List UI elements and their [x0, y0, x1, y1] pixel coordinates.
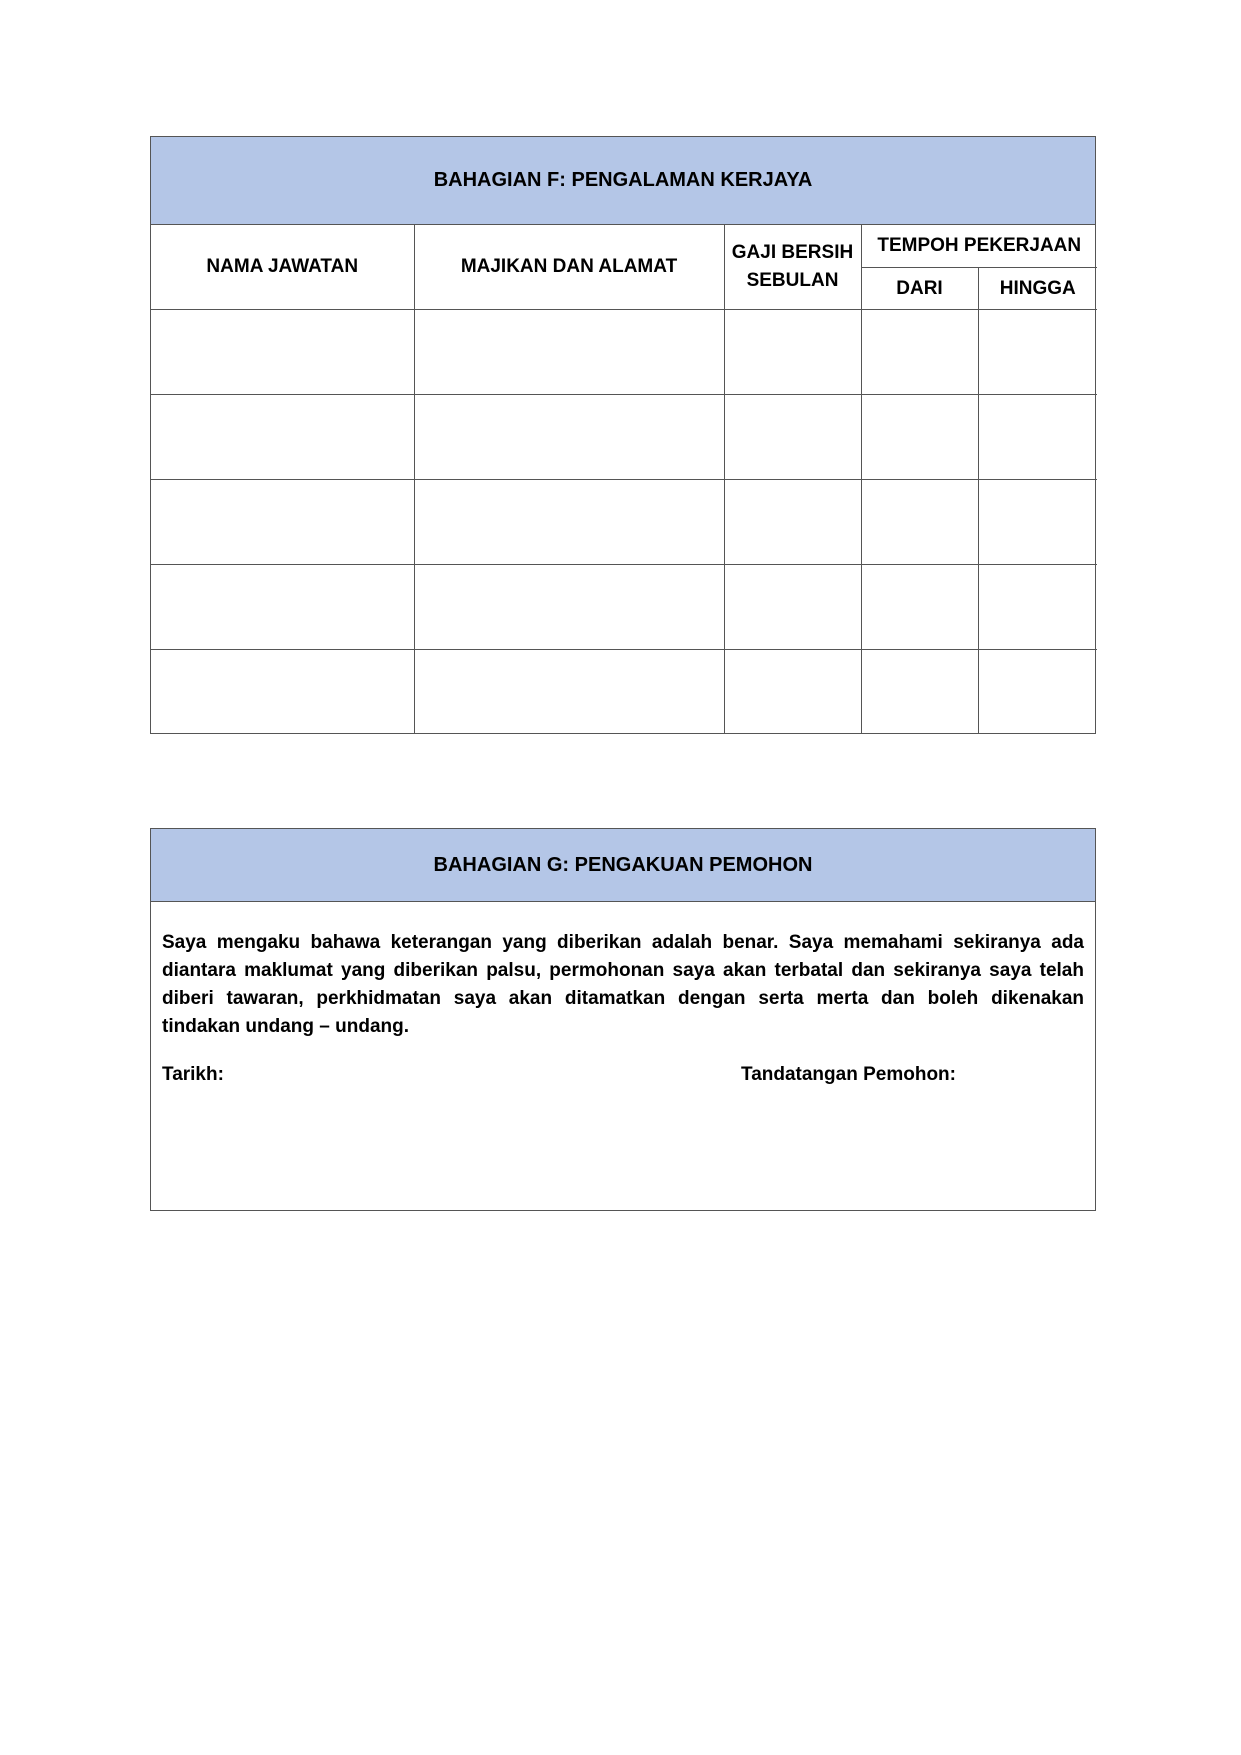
column-header-nama-jawatan: NAMA JAWATAN — [151, 225, 414, 310]
table-row — [151, 565, 1097, 650]
cell-nama-jawatan[interactable] — [151, 650, 414, 735]
cell-hingga[interactable] — [978, 310, 1097, 395]
cell-majikan[interactable] — [414, 480, 724, 565]
column-header-dari: DARI — [861, 268, 978, 310]
cell-gaji[interactable] — [724, 650, 861, 735]
cell-nama-jawatan[interactable] — [151, 565, 414, 650]
cell-gaji[interactable] — [724, 480, 861, 565]
cell-majikan[interactable] — [414, 650, 724, 735]
cell-hingga[interactable] — [978, 395, 1097, 480]
cell-nama-jawatan[interactable] — [151, 395, 414, 480]
column-header-tempoh: TEMPOH PEKERJAAN — [861, 225, 1097, 268]
declaration-text: Saya mengaku bahawa keterangan yang diberikan adalah benar. Saya memahami sekiranya ada diantara maklumat yang diberikan palsu, permohonan saya akan terbatal dan sekiranya saya telah diberi tawaran, perkhidmatan saya akan ditamatkan dengan serta merta dan boleh dikenakan tindakan undang – undang. — [162, 932, 1084, 1037]
section-f-career-experience — [150, 136, 1096, 734]
table-row — [151, 395, 1097, 480]
date-label: Tarikh: — [162, 1064, 224, 1085]
column-header-gaji: GAJI BERSIH SEBULAN — [724, 225, 861, 310]
section-f-title: BAHAGIAN F: PENGALAMAN KERJAYA — [151, 137, 1095, 225]
table-row — [151, 310, 1097, 395]
cell-dari[interactable] — [861, 480, 978, 565]
section-g-applicant-declaration — [150, 828, 1096, 1211]
column-header-hingga: HINGGA — [978, 268, 1097, 310]
cell-nama-jawatan[interactable] — [151, 310, 414, 395]
cell-majikan[interactable] — [414, 310, 724, 395]
cell-dari[interactable] — [861, 650, 978, 735]
cell-hingga[interactable] — [978, 650, 1097, 735]
cell-gaji[interactable] — [724, 565, 861, 650]
section-g-title: BAHAGIAN G: PENGAKUAN PEMOHON — [151, 829, 1095, 902]
cell-majikan[interactable] — [414, 565, 724, 650]
column-header-majikan: MAJIKAN DAN ALAMAT — [414, 225, 724, 310]
table-row — [151, 480, 1097, 565]
cell-gaji[interactable] — [724, 395, 861, 480]
cell-hingga[interactable] — [978, 480, 1097, 565]
cell-nama-jawatan[interactable] — [151, 480, 414, 565]
career-experience-table — [151, 225, 1097, 734]
signature-label: Tandatangan Pemohon: — [741, 1064, 956, 1085]
cell-dari[interactable] — [861, 395, 978, 480]
cell-gaji[interactable] — [724, 310, 861, 395]
cell-majikan[interactable] — [414, 395, 724, 480]
cell-hingga[interactable] — [978, 565, 1097, 650]
table-row — [151, 650, 1097, 735]
cell-dari[interactable] — [861, 565, 978, 650]
cell-dari[interactable] — [861, 310, 978, 395]
